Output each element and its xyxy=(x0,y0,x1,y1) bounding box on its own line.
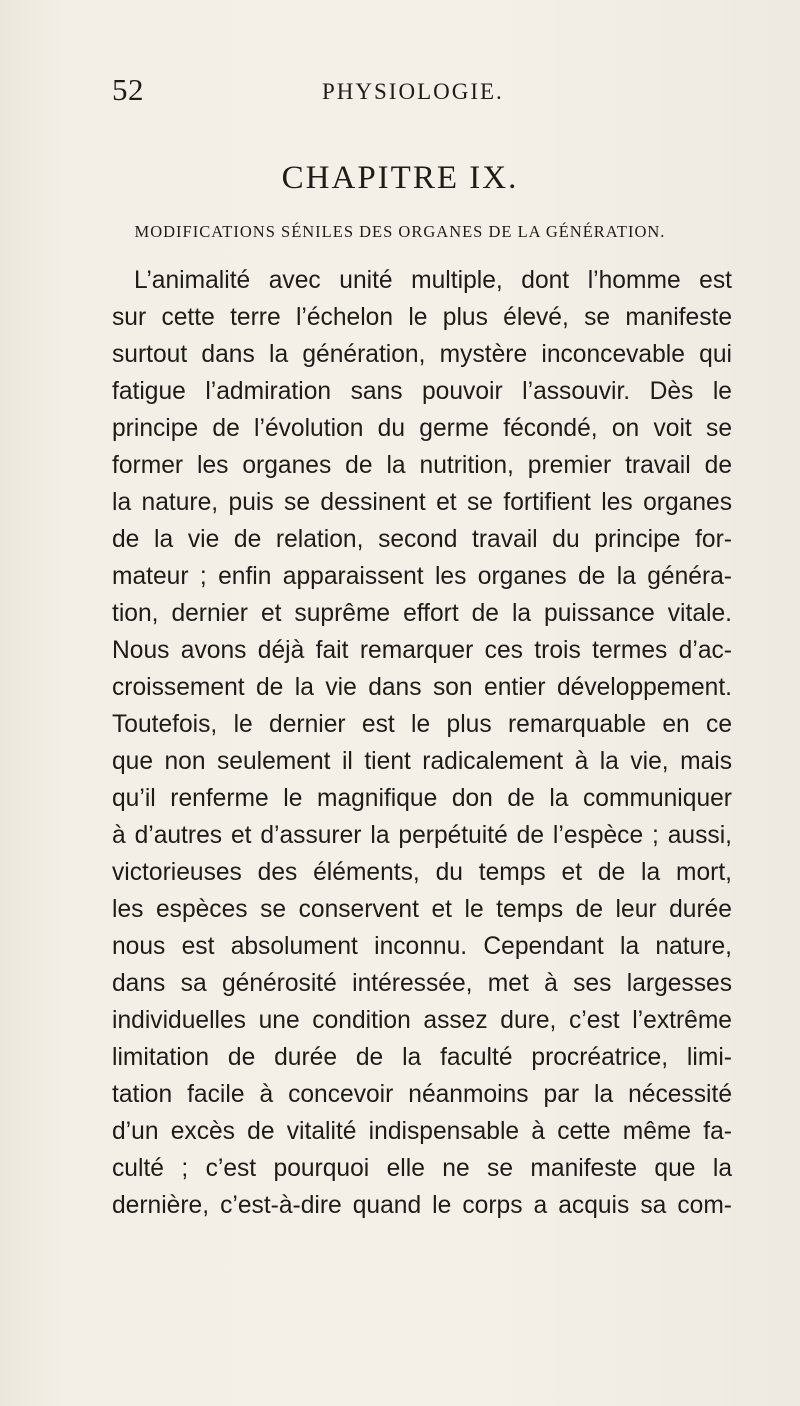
text-line: individuelles une condition assez dure, c’est l’extrême xyxy=(112,1007,732,1034)
text-line: Nous avons déjà fait remarquer ces trois termes d’ac- xyxy=(112,637,732,664)
text-line: les espèces se conservent et le temps de leur durée xyxy=(112,896,732,923)
running-head xyxy=(112,72,722,112)
text-line: mateur ; enfin apparaissent les organes de la généra- xyxy=(112,563,732,590)
text-line: former les organes de la nutrition, premier travail de xyxy=(112,452,732,479)
chapter-title: CHAPITRE IX. xyxy=(281,160,519,196)
text-line: nous est absolument inconnu. Cependant la nature, xyxy=(112,933,732,960)
running-title: PHYSIOLOGIE. xyxy=(322,79,504,104)
text-line: que non seulement il tient radicalement à la vie, mais xyxy=(112,748,732,775)
text-line: fatigue l’admiration sans pouvoir l’assouvir. Dès le xyxy=(112,378,732,405)
text-line: Toutefois, le dernier est le plus remarquable en ce xyxy=(112,711,732,738)
text-line: tation facile à concevoir néanmoins par la nécessité xyxy=(112,1081,732,1108)
text-line: croissement de la vie dans son entier développement. xyxy=(112,674,732,701)
page-number: 52 xyxy=(112,72,144,107)
text-line: qu’il renferme le magnifique don de la communiquer xyxy=(112,785,732,812)
text-line: dernière, c’est-à-dire quand le corps a acquis sa com- xyxy=(112,1192,732,1219)
text-line: la nature, puis se dessinent et se fortifient les organes xyxy=(112,489,732,516)
text-line: à d’autres et d’assurer la perpétuité de l’espèce ; aussi, xyxy=(112,822,732,849)
text-line: principe de l’évolution du germe fécondé, on voit se xyxy=(112,415,732,442)
text-line: victorieuses des éléments, du temps et de la mort, xyxy=(112,859,732,886)
text-line: limitation de durée de la faculté procréatrice, limi- xyxy=(112,1044,732,1071)
text-line: sur cette terre l’échelon le plus élevé, se manifeste xyxy=(112,304,732,331)
text-line: dans sa générosité intéressée, met à ses largesses xyxy=(112,970,732,997)
text-line: tion, dernier et suprême effort de la puissance vitale. xyxy=(112,600,732,627)
text-line: d’un excès de vitalité indispensable à cette même fa- xyxy=(112,1118,732,1145)
text-line: L’animalité avec unité multiple, dont l’homme est xyxy=(134,267,732,294)
text-line: culté ; c’est pourquoi elle ne se manifeste que la xyxy=(112,1155,732,1182)
text-line: de la vie de relation, second travail du principe for- xyxy=(112,526,732,553)
text-line: surtout dans la génération, mystère inconcevable qui xyxy=(112,341,732,368)
chapter-subtitle: MODIFICATIONS SÉNILES DES ORGANES DE LA GÉNÉRATION. xyxy=(134,222,666,241)
body-text xyxy=(112,262,732,1224)
